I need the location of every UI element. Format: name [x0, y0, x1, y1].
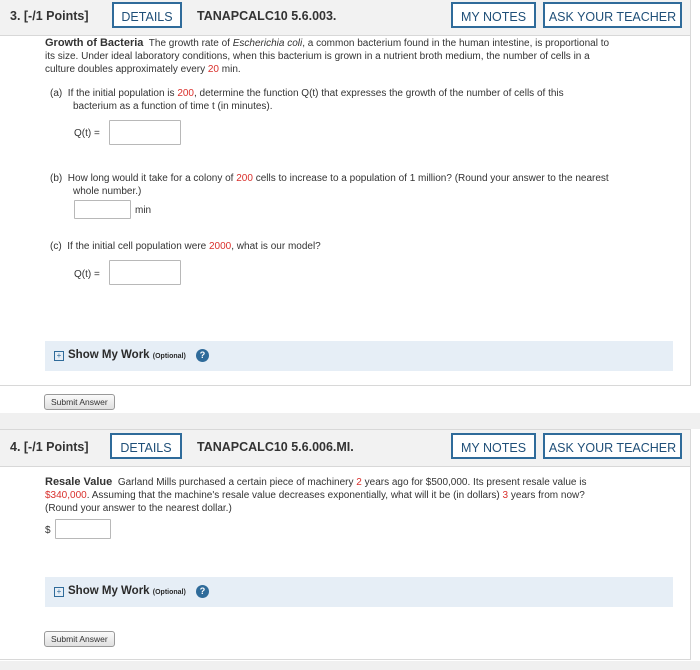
- prompt-text: whole number.): [73, 186, 142, 197]
- submit-answer-button[interactable]: Submit Answer: [44, 631, 115, 647]
- question-3-header: [0, 0, 690, 36]
- highlight-value: $340,000: [45, 490, 87, 501]
- answer-input-c[interactable]: [109, 260, 181, 285]
- prompt-text: If the initial population is: [67, 88, 175, 99]
- prompt-text: culture doubles approximately every: [45, 64, 206, 75]
- details-button[interactable]: DETAILS: [112, 2, 182, 28]
- highlight-value: 3: [502, 490, 509, 501]
- q-of-t-label: Q(t) =: [74, 128, 100, 139]
- show-my-work-label: [68, 349, 186, 361]
- show-my-work-text: Show My Work: [68, 585, 150, 597]
- prompt-text: . Assuming that the machine's resale value decreases exponentially, what will it be (in dollars): [86, 490, 500, 501]
- question-3-prompt: [45, 37, 677, 76]
- part-c: [50, 240, 650, 253]
- prompt-text: years from now?: [510, 490, 585, 501]
- help-icon[interactable]: ?: [196, 585, 209, 598]
- show-my-work-label: [68, 585, 186, 597]
- optional-label: (Optional): [152, 353, 186, 360]
- prompt-text: cells to increase to a population of 1 million? (Round your answer to the nearest: [255, 173, 609, 184]
- prompt-text: min.: [221, 64, 241, 75]
- question-separator: [0, 413, 700, 429]
- question-4-points: 4. [-/1 Points]: [10, 440, 89, 454]
- prompt-text: , a common bacterium found in the human intestine, is proportional to: [302, 38, 610, 49]
- part-label: (a): [50, 88, 63, 99]
- highlight-value: 200: [236, 173, 253, 184]
- my-notes-button[interactable]: MY NOTES: [451, 2, 536, 28]
- unit-label: min: [135, 205, 152, 216]
- prompt-text: How long would it take for a colony of: [67, 173, 234, 184]
- ask-teacher-button[interactable]: ASK YOUR TEACHER: [543, 433, 682, 459]
- prompt-text: Garland Mills purchased a certain piece of machinery: [117, 477, 354, 488]
- question-3-points: 3. [-/1 Points]: [10, 9, 89, 23]
- prompt-text: its size. Under ideal laboratory conditions, when this bacterium is grown in a nutrient broth medium, the number of cells in a: [45, 51, 590, 62]
- q-of-t-label: Q(t) =: [74, 269, 100, 280]
- prompt-text: (Round your answer to the nearest dollar.): [45, 503, 232, 514]
- prompt-text: bacterium as a function of time t (in minutes).: [73, 101, 273, 112]
- part-b: [50, 172, 680, 198]
- question-3-code: TANAPCALC10 5.6.003.: [197, 9, 337, 23]
- part-a: [50, 87, 650, 113]
- question-4-prompt: [45, 476, 677, 515]
- highlight-value: 20: [207, 64, 219, 75]
- show-my-work-text: Show My Work: [68, 349, 150, 361]
- prompt-text: Escherichia coli: [232, 38, 303, 49]
- part-label: (b): [50, 173, 63, 184]
- problem-title: Growth of Bacteria: [45, 37, 144, 49]
- expand-icon[interactable]: +: [54, 351, 64, 361]
- highlight-value: 2: [356, 477, 362, 488]
- prompt-text: The growth rate of: [148, 38, 230, 49]
- question-4-code: TANAPCALC10 5.6.006.MI.: [197, 440, 354, 454]
- dollar-sign: $: [45, 525, 51, 536]
- submit-answer-button[interactable]: Submit Answer: [44, 394, 115, 410]
- prompt-text: , determine the function Q(t) that expresses the growth of the number of cells of this: [194, 88, 564, 99]
- ask-teacher-button[interactable]: ASK YOUR TEACHER: [543, 2, 682, 28]
- part-label: (c): [50, 241, 62, 252]
- answer-input-a[interactable]: [109, 120, 181, 145]
- prompt-text: If the initial cell population were: [67, 241, 207, 252]
- expand-icon[interactable]: +: [54, 587, 64, 597]
- answer-input-resale[interactable]: [55, 519, 111, 539]
- question-4-header: [0, 430, 690, 467]
- prompt-text: , what is our model?: [231, 241, 321, 252]
- highlight-value: 200: [177, 88, 194, 99]
- my-notes-button[interactable]: MY NOTES: [451, 433, 536, 459]
- show-my-work-panel[interactable]: [45, 577, 673, 607]
- highlight-value: 2000: [209, 241, 232, 252]
- help-icon[interactable]: ?: [196, 349, 209, 362]
- page-bottom-bar: [0, 661, 700, 670]
- details-button[interactable]: DETAILS: [110, 433, 182, 459]
- optional-label: (Optional): [152, 589, 186, 596]
- question-4-card: [0, 429, 691, 660]
- prompt-text: years ago for $500,000. Its present resale value is: [364, 477, 587, 488]
- problem-title: Resale Value: [45, 476, 113, 488]
- answer-input-b[interactable]: [74, 200, 131, 219]
- show-my-work-panel[interactable]: [45, 341, 673, 371]
